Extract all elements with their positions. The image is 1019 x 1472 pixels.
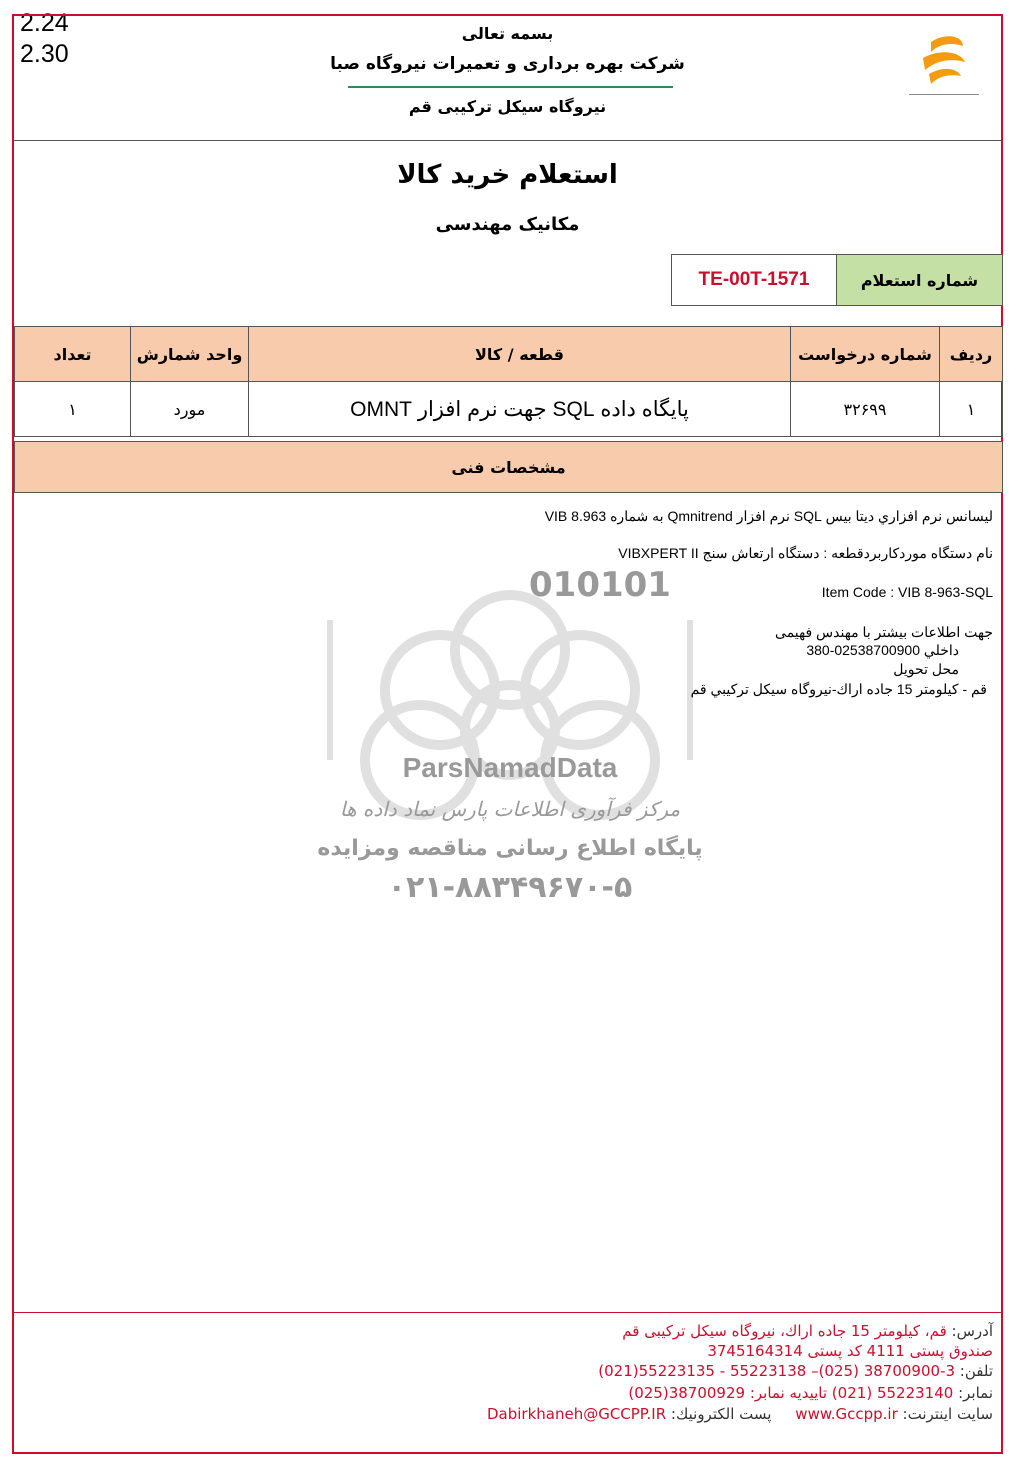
footer-pobox: صندوق پستی 4111 کد پستی 3745164314 bbox=[707, 1342, 993, 1360]
spec-line: نام دستگاه موردکاربردقطعه : دستگاه ارتعاش سنج VIBXPERT II bbox=[618, 545, 993, 561]
header-divider bbox=[348, 86, 673, 88]
invocation: بسمه تعالی bbox=[461, 24, 554, 43]
email-label: پست الکترونیك: bbox=[670, 1405, 772, 1423]
footer-web bbox=[487, 1405, 993, 1423]
footer-address bbox=[622, 1322, 993, 1340]
cell-qty: ۱ bbox=[15, 382, 131, 437]
address-label: آدرس: bbox=[951, 1322, 993, 1340]
saba-logo-icon bbox=[901, 24, 987, 114]
items-table bbox=[14, 326, 1003, 437]
footer-phone bbox=[598, 1362, 993, 1380]
fax-value: 55223140 (021) تاییدیه نمابر: 38700929(025) bbox=[628, 1384, 954, 1402]
spec-line: لیسانس نرم افزاري دیتا بیس SQL نرم افزار Qmnitrend به شماره VIB 8.963 bbox=[544, 508, 993, 524]
watermark-line-1: مرکز فرآوری اطلاعات پارس نماد داده ها bbox=[339, 797, 681, 821]
spec-line: Item Code : VIB 8-963-SQL bbox=[821, 584, 993, 600]
footer-fax bbox=[628, 1384, 993, 1402]
col-item: قطعه / کالا bbox=[249, 327, 791, 382]
spec-line: جهت اطلاعات بیشتر با مهندس فهیمی bbox=[775, 624, 993, 640]
col-qty: تعداد bbox=[15, 327, 131, 382]
spec-line: داخلي 02538700900-380 bbox=[806, 642, 959, 658]
fax-label: نمابر: bbox=[958, 1384, 993, 1402]
watermark-line-2: پایگاه اطلاع رسانی مناقصه ومزایده bbox=[317, 836, 703, 861]
phone-value: 3-38700900 (025)– 55223138 - 55223135(021) bbox=[598, 1362, 956, 1380]
inquiry-number-label: شماره استعلام bbox=[836, 254, 1003, 306]
specs-heading: مشخصات فنی bbox=[14, 441, 1003, 493]
cell-request: ۳۲۶۹۹ bbox=[791, 382, 940, 437]
table-row bbox=[15, 382, 1003, 437]
phone-label: تلفن: bbox=[959, 1362, 993, 1380]
website-link[interactable]: www.Gccpp.ir bbox=[795, 1405, 898, 1423]
spec-line: قم - کیلومتر 15 جاده اراك-نیروگاه سیکل ترکیبي قم bbox=[690, 681, 987, 697]
watermark-phone: ۰۲۱-۸۸۳۴۹۶۷۰-۵ bbox=[387, 870, 633, 905]
saba-logo bbox=[901, 24, 987, 114]
col-unit: واحد شمارش bbox=[131, 327, 249, 382]
corner-line-1: 2.24 bbox=[20, 9, 69, 37]
cell-row: ۱ bbox=[940, 382, 1003, 437]
table-header-row bbox=[15, 327, 1003, 382]
col-row: ردیف bbox=[940, 327, 1003, 382]
watermark-brand: ParsNamadData bbox=[402, 752, 618, 783]
watermark-digits: 010101 bbox=[529, 565, 671, 605]
document-title: استعلام خرید کالا bbox=[397, 160, 618, 190]
department: مکانیک مهندسی bbox=[435, 214, 580, 235]
plant-name: نیروگاه سیکل ترکیبی قم bbox=[408, 97, 607, 116]
col-request: شماره درخواست bbox=[791, 327, 940, 382]
letterhead bbox=[14, 16, 1001, 141]
footer-divider bbox=[14, 1312, 1001, 1313]
cell-item: پایگاه داده SQL جهت نرم افزار OMNT bbox=[249, 382, 791, 437]
cell-unit: مورد bbox=[131, 382, 249, 437]
spec-line: محل تحويل bbox=[893, 661, 959, 677]
inquiry-number: TE-00T-1571 bbox=[671, 254, 837, 306]
company-name: شرکت بهره برداری و تعمیرات نیروگاه صبا bbox=[330, 54, 685, 74]
corner-line-2: 2.30 bbox=[20, 40, 69, 68]
address-value: قم، کیلومتر 15 جاده اراك، نیروگاه سیکل ترکیبی قم bbox=[622, 1322, 947, 1340]
email-link[interactable]: Dabirkhaneh@GCCPP.IR bbox=[486, 1405, 667, 1423]
web-label: سایت اینترنت: bbox=[902, 1405, 993, 1423]
